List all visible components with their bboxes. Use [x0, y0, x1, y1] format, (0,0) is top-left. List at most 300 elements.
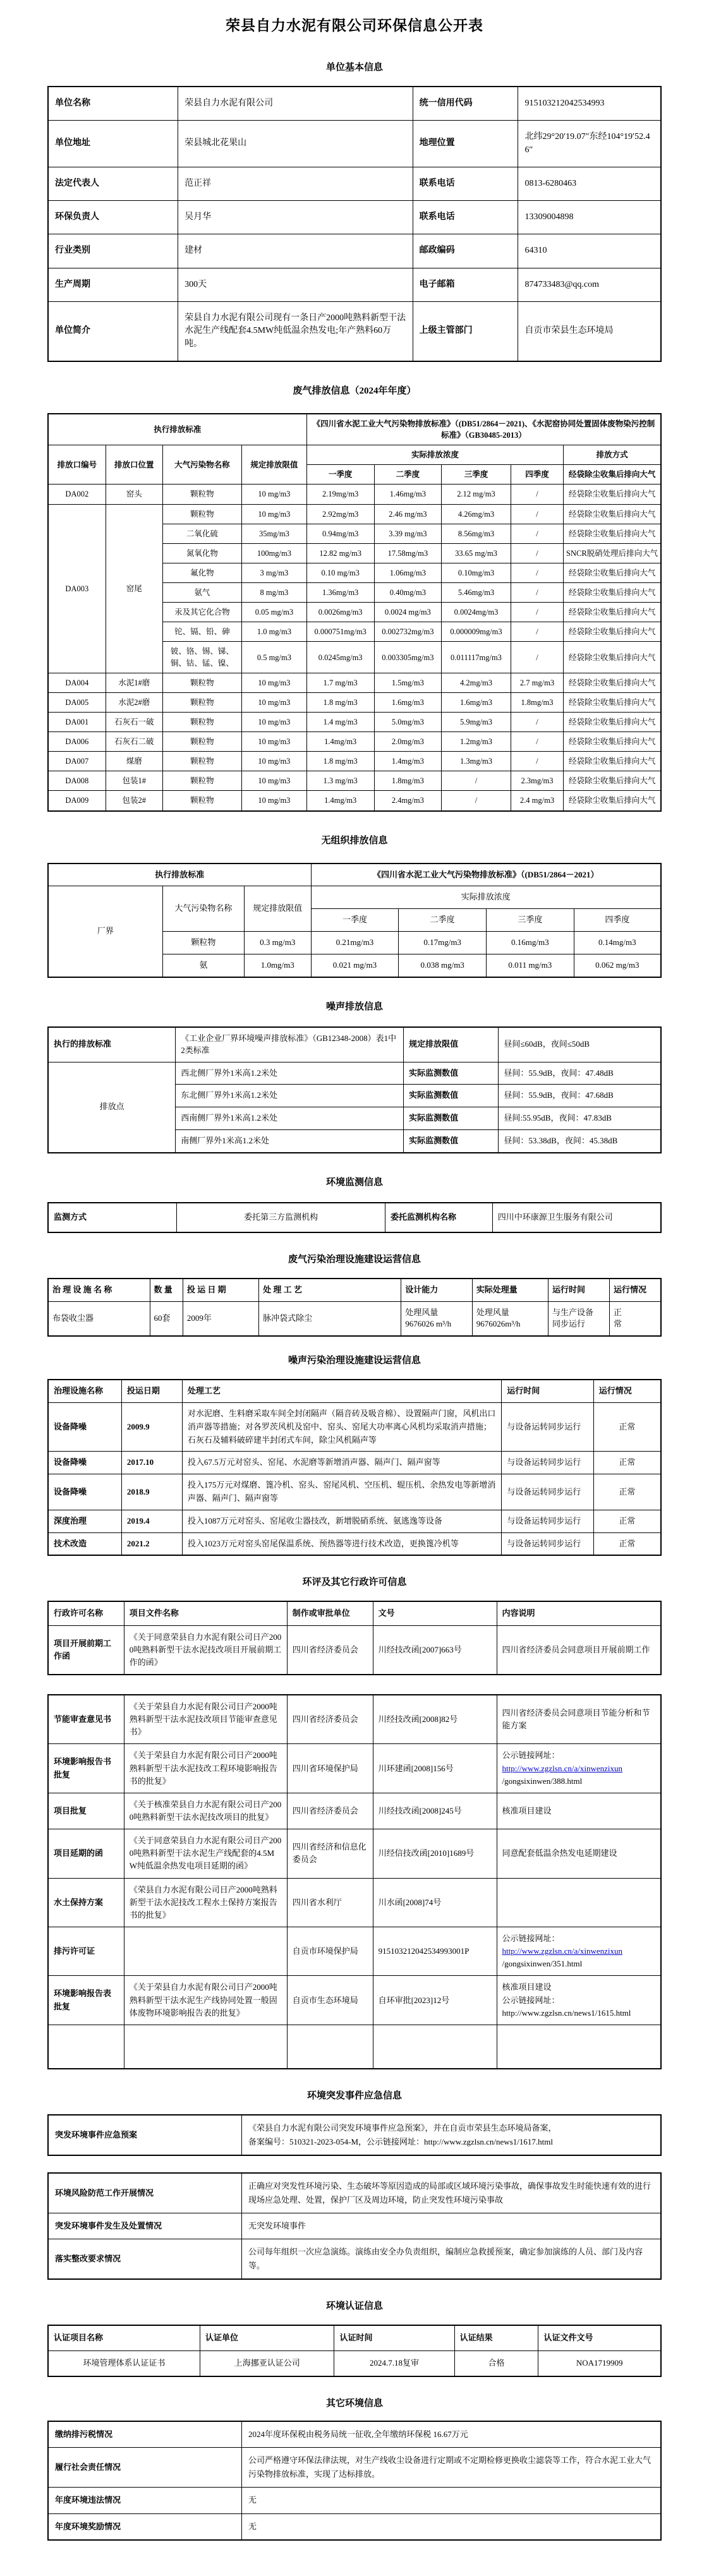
emission-method: 经袋除尘收集后排向大气 — [564, 732, 661, 752]
cell-line: 与生产设备 — [552, 1307, 593, 1317]
content-note: 核准项目建设 — [497, 1793, 661, 1829]
field-value: 2024年度环保税由税务局统一征收,全年缴纳环保税 16.67万元 — [242, 2421, 661, 2448]
facility-name: 设备降噪 — [48, 1452, 121, 1474]
pollutant-name: 二氧化硫 — [162, 524, 241, 543]
quarter-value: 1.8mg/m3 — [374, 771, 442, 791]
process: 投入175万元对煤磨、篦冷机、窑头、窑尾风机、空压机、辊压机、余热发电等新增消声器、隔声门、隔声窗等 — [182, 1474, 501, 1510]
field-value: 公司每年组织一次应急演练。演练由安全办负责组织，编制应急救援预案，确定参加演练的人员、部门及内容等。 — [242, 2239, 661, 2280]
emission-method: 经袋除尘收集后排向大气 — [564, 622, 661, 642]
actual-capacity — [472, 1301, 548, 1336]
quarter-value: 2.4mg/m3 — [374, 791, 442, 811]
fugitive-emission-table — [47, 863, 662, 978]
document-name: 《关于同意荣县自力水泥有限公司日产2000吨熟料新型干法水泥技改项目开展前期工作的函》 — [124, 1625, 287, 1675]
field-value: 建材 — [178, 234, 413, 268]
quarter-header-q3: 三季度 — [487, 909, 574, 932]
pollutant-name: 颗粒物 — [162, 732, 241, 752]
limit-value: 昼间≤60dB，夜间≤50dB — [499, 1027, 661, 1062]
quarter-value: 0.21mg/m3 — [311, 932, 399, 954]
quarter-value: / — [511, 583, 563, 603]
emission-limit: 10 mg/m3 — [242, 791, 307, 811]
permit-name: 项目延期的函 — [48, 1829, 124, 1878]
spacer — [47, 2541, 662, 2576]
cert-result: 合格 — [454, 2351, 538, 2376]
basic-info-table — [47, 86, 662, 362]
cell-line: 处理风量 — [405, 1307, 439, 1317]
column-header-cert-unit: 认证单位 — [200, 2325, 334, 2350]
cert-doc-no: NOA1719909 — [538, 2351, 661, 2376]
column-header-runtime: 运行时间 — [502, 1380, 594, 1402]
column-header-process: 处理工艺 — [182, 1380, 501, 1402]
quarter-value: / — [511, 732, 563, 752]
spacer — [47, 2409, 662, 2421]
run-status: 正常 — [593, 1510, 661, 1532]
quarter-value: 0.14mg/m3 — [574, 932, 661, 954]
column-header-actual: 实际处理量 — [472, 1279, 548, 1301]
quarter-value: / — [442, 771, 511, 791]
field-value: 64310 — [518, 234, 661, 268]
column-header-pollutant: 大气污染物名称 — [162, 886, 244, 932]
quarter-value: 5.0mg/m3 — [374, 712, 442, 731]
gas-treatment-table — [47, 1278, 662, 1337]
section-title-monitoring: 环境监测信息 — [325, 1177, 383, 1188]
content-note — [497, 1976, 661, 2025]
emission-row — [48, 712, 661, 731]
cell-line: http://www.zgzlsn.cn/news1/1615.html — [502, 2007, 631, 2018]
run-time: 与设备运转同步运行 — [502, 1403, 594, 1452]
table-row — [48, 2513, 661, 2540]
section-title-permits: 环评及其它行政许可信息 — [302, 1577, 407, 1588]
permit-table-2 — [47, 1694, 662, 2069]
table-row — [48, 864, 661, 886]
field-value: 自贡市荣县生态环境局 — [518, 302, 661, 361]
emission-method: 经袋除尘收集后排向大气 — [564, 673, 661, 692]
section-title-fugitive: 无组织排放信息 — [321, 835, 388, 846]
content-note: 四川省经济委员会同意项目节能分析和节能方案 — [497, 1695, 661, 1744]
emission-limit: 10 mg/m3 — [242, 732, 307, 752]
table-row — [48, 1793, 661, 1829]
spacer — [47, 1013, 662, 1026]
quarter-value: 4.2mg/m3 — [442, 673, 511, 692]
column-header-cert-result: 认证结果 — [454, 2325, 538, 2350]
outlet-location: 水泥2#磨 — [106, 692, 162, 712]
column-header-limit: 规定排放限值 — [242, 445, 307, 485]
column-header-permit: 行政许可名称 — [48, 1601, 124, 1625]
field-label: 单位名称 — [48, 87, 178, 121]
field-label: 生产周期 — [48, 268, 178, 301]
emission-row — [48, 485, 661, 504]
boundary-label: 厂界 — [48, 886, 162, 977]
column-header-cert-time: 认证时间 — [334, 2325, 454, 2350]
run-status: 正常 — [593, 1452, 661, 1474]
field-label: 上级主管部门 — [413, 302, 518, 361]
run-time: 与设备运转同步运行 — [502, 1452, 594, 1474]
quarter-value: 12.82 mg/m3 — [306, 543, 374, 563]
standard-label: 执行排放标准 — [48, 864, 311, 886]
quarter-value: / — [511, 543, 563, 563]
content-note — [497, 1878, 661, 1927]
quarter-value: 2.19mg/m3 — [306, 485, 374, 504]
quarter-header-q2: 二季度 — [374, 465, 442, 485]
table-row — [48, 1279, 661, 1301]
approval-unit: 自贡市环境保护局 — [287, 1927, 373, 1975]
field-value: 13309004898 — [518, 201, 661, 234]
field-label: 行业类别 — [48, 234, 178, 268]
limit-label: 规定排放限值 — [404, 1027, 499, 1062]
quarter-value: / — [442, 791, 511, 811]
column-header-actual: 实际排放浓度 — [306, 445, 563, 465]
cell-line: 核准项目建设 — [502, 1982, 552, 1992]
pollutant-name: 氨 — [162, 954, 244, 977]
spacer — [47, 978, 662, 999]
outlet-location: 窑尾 — [106, 504, 162, 673]
quarter-header-q4: 四季度 — [574, 909, 661, 932]
column-header-unit: 制作或审批单位 — [287, 1601, 373, 1625]
quarter-value: 1.3 mg/m3 — [306, 771, 374, 791]
emission-method: 经袋除尘收集后排向大气 — [564, 712, 661, 731]
quarter-value: 2.46 mg/m3 — [374, 504, 442, 524]
document-name: 《关于同意荣县自力水泥有限公司日产2000吨熟料新型干法水泥生产线配套的4.5MW纯低温余热发电项目延期的函》 — [124, 1829, 287, 1878]
facility-name: 深度治理 — [48, 1510, 121, 1532]
quarter-value: 1.6mg/m3 — [374, 692, 442, 712]
column-header-date: 投 运 日 期 — [183, 1279, 258, 1301]
quarter-value: 2.3mg/m3 — [511, 771, 563, 791]
noise-treatment-table — [47, 1379, 662, 1556]
content-note — [497, 1927, 661, 1975]
permit-name — [48, 2025, 124, 2069]
spacer — [47, 2377, 662, 2396]
quarter-value: 0.002732mg/m3 — [374, 622, 442, 642]
process: 投入67.5万元对窑头、窑尾、水泥磨等新增消声器、隔声门、隔声窗等 — [182, 1452, 501, 1474]
quarter-header-q4: 四季度 — [511, 465, 563, 485]
spacer — [47, 1366, 662, 1379]
spacer — [47, 846, 662, 863]
emission-limit: 3 mg/m3 — [242, 563, 307, 582]
emission-limit: 10 mg/m3 — [242, 752, 307, 771]
table-row — [48, 234, 661, 268]
outlet-id: DA008 — [48, 771, 106, 791]
approval-unit: 四川省经济委员会 — [287, 1695, 373, 1744]
spacer — [47, 1188, 662, 1202]
field-label: 单位地址 — [48, 121, 178, 167]
table-row — [48, 1510, 661, 1532]
outlet-id: DA009 — [48, 791, 106, 811]
emission-method: 经袋除尘收集后排向大气 — [564, 563, 661, 582]
table-row — [48, 1380, 661, 1402]
emission-method: 经袋除尘收集后排向大气 — [564, 752, 661, 771]
quarter-value: / — [511, 642, 563, 673]
field-value: 915103212042534993 — [518, 87, 661, 121]
permit-table-1 — [47, 1601, 662, 1675]
facility-name: 设备降噪 — [48, 1403, 121, 1452]
field-value: 300天 — [178, 268, 413, 301]
monitor-value: 昼间：55.9dB，夜间：47.48dB — [499, 1062, 661, 1085]
quarter-value: 0.16mg/m3 — [487, 932, 574, 954]
quarter-value: 17.58mg/m3 — [374, 543, 442, 563]
cert-name: 环境管理体系认证证书 — [48, 2351, 200, 2376]
monitor-point: 西北侧厂界外1米高1.2米处 — [176, 1062, 404, 1085]
quantity: 60套 — [150, 1301, 183, 1336]
field-label: 电子邮箱 — [413, 268, 518, 301]
other-info-table — [47, 2421, 662, 2540]
table-row — [48, 2173, 661, 2213]
permit-name: 环境影响报告表批复 — [48, 1976, 124, 2025]
field-label: 突发环境事件发生及处置情况 — [48, 2213, 242, 2239]
column-header-method: 排放方式 — [564, 445, 661, 465]
column-header-quantity: 数 量 — [150, 1279, 183, 1301]
outlet-id: DA003 — [48, 504, 106, 673]
quarter-value: 0.0024mg/m3 — [442, 603, 511, 622]
spacer — [47, 1588, 662, 1601]
quarter-value: 0.40mg/m3 — [374, 583, 442, 603]
field-label: 邮政编码 — [413, 234, 518, 268]
page-title: 荣县自力水泥有限公司环保信息公开表 — [226, 18, 483, 33]
quarter-value: 1.8 mg/m3 — [306, 752, 374, 771]
run-time: 与设备运转同步运行 — [502, 1474, 594, 1510]
emission-limit: 0.5 mg/m3 — [242, 642, 307, 673]
emission-limit: 35mg/m3 — [242, 524, 307, 543]
content — [47, 35, 662, 2576]
monitor-point: 西南侧厂界外1米高1.2米处 — [176, 1107, 404, 1130]
method-subheader: 经袋除尘收集后排向大气 — [564, 465, 661, 485]
plan-line: 《荣县自力水泥有限公司突发环境事件应急预案》，并在自贡市荣县生态环境局备案， — [248, 2122, 557, 2133]
approval-unit: 四川省水利厅 — [287, 1878, 373, 1927]
run-status: 正常 — [593, 1403, 661, 1452]
outlet-location: 石灰石二破 — [106, 732, 162, 752]
emission-limit: 0.3 mg/m3 — [244, 932, 311, 954]
table-row — [48, 2239, 661, 2280]
standard-label: 执行排放标准 — [48, 414, 306, 445]
table-row — [48, 167, 661, 200]
emission-method: 经袋除尘收集后排向大气 — [564, 485, 661, 504]
emission-method: 经袋除尘收集后排向大气 — [564, 642, 661, 673]
emission-method: 经袋除尘收集后排向大气 — [564, 791, 661, 811]
column-header-pollutant: 大气污染物名称 — [162, 445, 241, 485]
document-number — [373, 2025, 497, 2069]
quarter-header-q2: 二季度 — [399, 909, 487, 932]
table-row — [48, 268, 661, 301]
table-row — [48, 1878, 661, 1927]
spacer — [47, 2156, 662, 2172]
process: 脉冲袋式除尘 — [259, 1301, 401, 1336]
quarter-value: 3.39 mg/m3 — [374, 524, 442, 543]
emission-row — [48, 791, 661, 811]
field-label: 联系电话 — [413, 201, 518, 234]
external-link[interactable]: http://www.zgzlsn.cn/a/xinwenzixun — [502, 1763, 623, 1773]
table-row — [48, 1601, 661, 1625]
pollutant-name: 颗粒物 — [162, 504, 241, 524]
table-row — [48, 414, 661, 445]
cell-line: 常 — [613, 1319, 622, 1329]
emergency-info-table — [47, 2172, 662, 2280]
quarter-value: 1.06mg/m3 — [374, 563, 442, 582]
quarter-value: 1.46mg/m3 — [374, 485, 442, 504]
table-row — [48, 1927, 661, 1975]
field-value: 荣县自力水泥有限公司 — [178, 87, 413, 121]
document-number: 915103212042534993001P — [373, 1927, 497, 1975]
run-time: 与设备运转同步运行 — [502, 1510, 594, 1532]
approval-unit: 四川省经济委员会 — [287, 1625, 373, 1675]
cell-line — [502, 1945, 655, 1958]
commission-date: 2009.9 — [121, 1403, 182, 1452]
column-header-runtime: 运行时间 — [548, 1279, 609, 1301]
spacer — [47, 35, 662, 60]
standard-text: 《四川省水泥工业大气污染物排放标准》（(DB51/2864－2021)、《水泥窑协同处置固体废物染污控制标准》（GB30485-2013） — [306, 414, 661, 445]
spacer — [47, 1233, 662, 1252]
commission-date: 2018.9 — [121, 1474, 182, 1510]
spacer — [47, 2312, 662, 2325]
monitor-point: 东北侧厂界外1米高1.2米处 — [176, 1085, 404, 1107]
table-row — [48, 1403, 661, 1452]
document-name: 《关于荣县自力水泥有限公司日产2000吨熟料新型干法水泥生产线协同处置一般固体废物环境影响报告表的批复》 — [124, 1976, 287, 2025]
pollutant-name: 颗粒物 — [162, 791, 241, 811]
table-row — [48, 2025, 661, 2069]
pollutant-name: 颗粒物 — [162, 752, 241, 771]
spacer — [47, 1265, 662, 1278]
section-title-certification: 环境认证信息 — [325, 2301, 383, 2312]
outlet-location: 包装1# — [106, 771, 162, 791]
table-row — [48, 2421, 661, 2448]
table-row — [48, 1027, 661, 1062]
pollutant-name: 颗粒物 — [162, 771, 241, 791]
column-header-status: 运行情况 — [609, 1279, 661, 1301]
cell-line: 公示链接网址： — [502, 1933, 560, 1943]
cell-line: 9676026m³/h — [476, 1319, 521, 1329]
run-time: 与设备运转同步运行 — [502, 1532, 594, 1555]
table-row — [48, 1744, 661, 1793]
emission-limit: 1.0 mg/m3 — [242, 622, 307, 642]
column-header-process: 处 理 工 艺 — [259, 1279, 401, 1301]
quarter-value: 2.7 mg/m3 — [511, 673, 563, 692]
quarter-value: 0.17mg/m3 — [399, 932, 487, 954]
quarter-value: 1.3mg/m3 — [442, 752, 511, 771]
cell-line: 正 — [613, 1307, 622, 1317]
quarter-value: 2.0mg/m3 — [374, 732, 442, 752]
plan-line: 备案编号：510321-2023-054-M，公示链接网址：http://www.zgzlsn.cn/news1/1617.html — [248, 2136, 553, 2146]
cell-line: 同步运行 — [552, 1319, 585, 1329]
quarter-value: 5.46mg/m3 — [442, 583, 511, 603]
certification-table — [47, 2325, 662, 2377]
cell-line: 公示链接网址： — [502, 1750, 560, 1760]
outlet-location: 水泥1#磨 — [106, 673, 162, 692]
quarter-header-q1: 一季度 — [306, 465, 374, 485]
table-row — [48, 1695, 661, 1744]
cell-line: 公示链接网址： — [502, 1995, 560, 2005]
quarter-value: / — [511, 712, 563, 731]
cell-line: /gongsixinwen/351.html — [502, 1959, 583, 1969]
field-label: 联系电话 — [413, 167, 518, 200]
table-row — [48, 1625, 661, 1675]
column-header-cert-name: 认证项目名称 — [48, 2325, 200, 2350]
outlet-location: 包装2# — [106, 791, 162, 811]
facility-name: 设备降噪 — [48, 1474, 121, 1510]
emission-method: 经袋除尘收集后排向大气 — [564, 583, 661, 603]
document-name: 《关于核准荣县自力水泥有限公司日产2000吨熟料新型干法水泥技改项目的批复》 — [124, 1793, 287, 1829]
spacer — [47, 2069, 662, 2088]
monitor-value: 昼间：55.9dB，夜间：47.68dB — [499, 1085, 661, 1107]
run-status: 正常 — [593, 1474, 661, 1510]
design-capacity — [401, 1301, 473, 1336]
quarter-value: 0.0024 mg/m3 — [374, 603, 442, 622]
emergency-plan-table — [47, 2114, 662, 2156]
plan-value — [242, 2115, 661, 2155]
process: 对水泥磨、生料磨采取车间全封闭隔声（隔音砖及吸音棉）、设置隔声门窗，风机出口消声器等措施；对各罗茨风机及窑中、窑头、窑尾大功率离心风机均采取消声措施；石灰石及辅料破碎建半封闭式车间，除尘风机隔声等 — [182, 1403, 501, 1452]
commission-date: 2009年 — [183, 1301, 258, 1336]
emission-limit: 10 mg/m3 — [242, 712, 307, 731]
column-header-outlet: 排放口编号 — [48, 445, 106, 485]
quarter-header-q1: 一季度 — [311, 909, 399, 932]
spacer — [47, 2102, 662, 2114]
quarter-value: 1.8mg/m3 — [511, 692, 563, 712]
quarter-value: 0.021 mg/m3 — [311, 954, 399, 977]
document-number: 自环审批[2023]12号 — [373, 1976, 497, 2025]
column-header-date: 投运日期 — [121, 1380, 182, 1402]
content-note: 四川省经济委员会同意项目开展前期工作 — [497, 1625, 661, 1675]
org-value: 四川中环康源卫生服务有限公司 — [492, 1203, 661, 1232]
spacer — [47, 397, 662, 413]
content-note — [497, 1744, 661, 1793]
cell-line: /gongsixinwen/388.html — [502, 1776, 583, 1786]
section-title-emergency: 环境突发事件应急信息 — [306, 2090, 402, 2101]
field-label: 地理位置 — [413, 121, 518, 167]
document-name — [124, 2025, 287, 2069]
run-status — [609, 1301, 661, 1336]
table-row — [48, 2115, 661, 2155]
quarter-value: 0.0026mg/m3 — [306, 603, 374, 622]
quarter-value: 8.56mg/m3 — [442, 524, 511, 543]
column-header-document: 项目文件名称 — [124, 1601, 287, 1625]
permit-name: 项目开展前期工作函 — [48, 1625, 124, 1675]
pollutant-name: 氟化物 — [162, 563, 241, 582]
section-title-basic: 单位基本信息 — [325, 63, 383, 73]
field-label: 统一信用代码 — [413, 87, 518, 121]
quarter-value: / — [511, 504, 563, 524]
quarter-value: 1.6mg/m3 — [442, 692, 511, 712]
quarter-value: 0.011 mg/m3 — [487, 954, 574, 977]
section-title-noise-treatment: 噪声污染治理设施建设运营信息 — [288, 1356, 421, 1366]
quarter-value: 0.0245mg/m3 — [306, 642, 374, 673]
table-row — [48, 2325, 661, 2350]
emission-limit: 100mg/m3 — [242, 543, 307, 563]
column-header-actual: 实际排放浓度 — [311, 886, 661, 909]
pollutant-name: 颗粒物 — [162, 712, 241, 731]
emission-method: 经袋除尘收集后排向大气 — [564, 692, 661, 712]
quarter-value: 2.92mg/m3 — [306, 504, 374, 524]
permit-name: 节能审查意见书 — [48, 1695, 124, 1744]
section-title-waste-gas: 废气排放信息（2024年年度） — [293, 385, 416, 396]
emission-method: 经袋除尘收集后排向大气 — [564, 603, 661, 622]
external-link[interactable]: http://www.zgzlsn.cn/a/xinwenzixun — [502, 1946, 623, 1956]
outlet-location: 窑头 — [106, 485, 162, 504]
document-number: 川经技改函[2007]663号 — [373, 1625, 497, 1675]
quarter-value: 2.4 mg/m3 — [511, 791, 563, 811]
table-row — [48, 1203, 661, 1232]
table-row — [48, 1474, 661, 1510]
permit-name: 环境影响报告书批复 — [48, 1744, 124, 1793]
document-number: 川经技改函[2008]82号 — [373, 1695, 497, 1744]
document-name: 《关于荣县自力水泥有限公司日产2000吨熟料新型干法水泥技改项目节能审查意见书》 — [124, 1695, 287, 1744]
table-row — [48, 886, 661, 909]
approval-unit — [287, 2025, 373, 2069]
waste-gas-emission-table — [47, 413, 662, 812]
emission-row — [48, 771, 661, 791]
emission-limit: 10 mg/m3 — [242, 504, 307, 524]
document-number: 川经技改函[2008]245号 — [373, 1793, 497, 1829]
quarter-value: 1.5mg/m3 — [374, 673, 442, 692]
standard-text: 《工业企业厂界环境噪声排放标准》（GB12348-2008）表1中2类标准 — [176, 1027, 404, 1062]
permit-name: 排污许可证 — [48, 1927, 124, 1975]
outlet-id: DA001 — [48, 712, 106, 731]
pollutant-name: 氮氧化物 — [162, 543, 241, 563]
